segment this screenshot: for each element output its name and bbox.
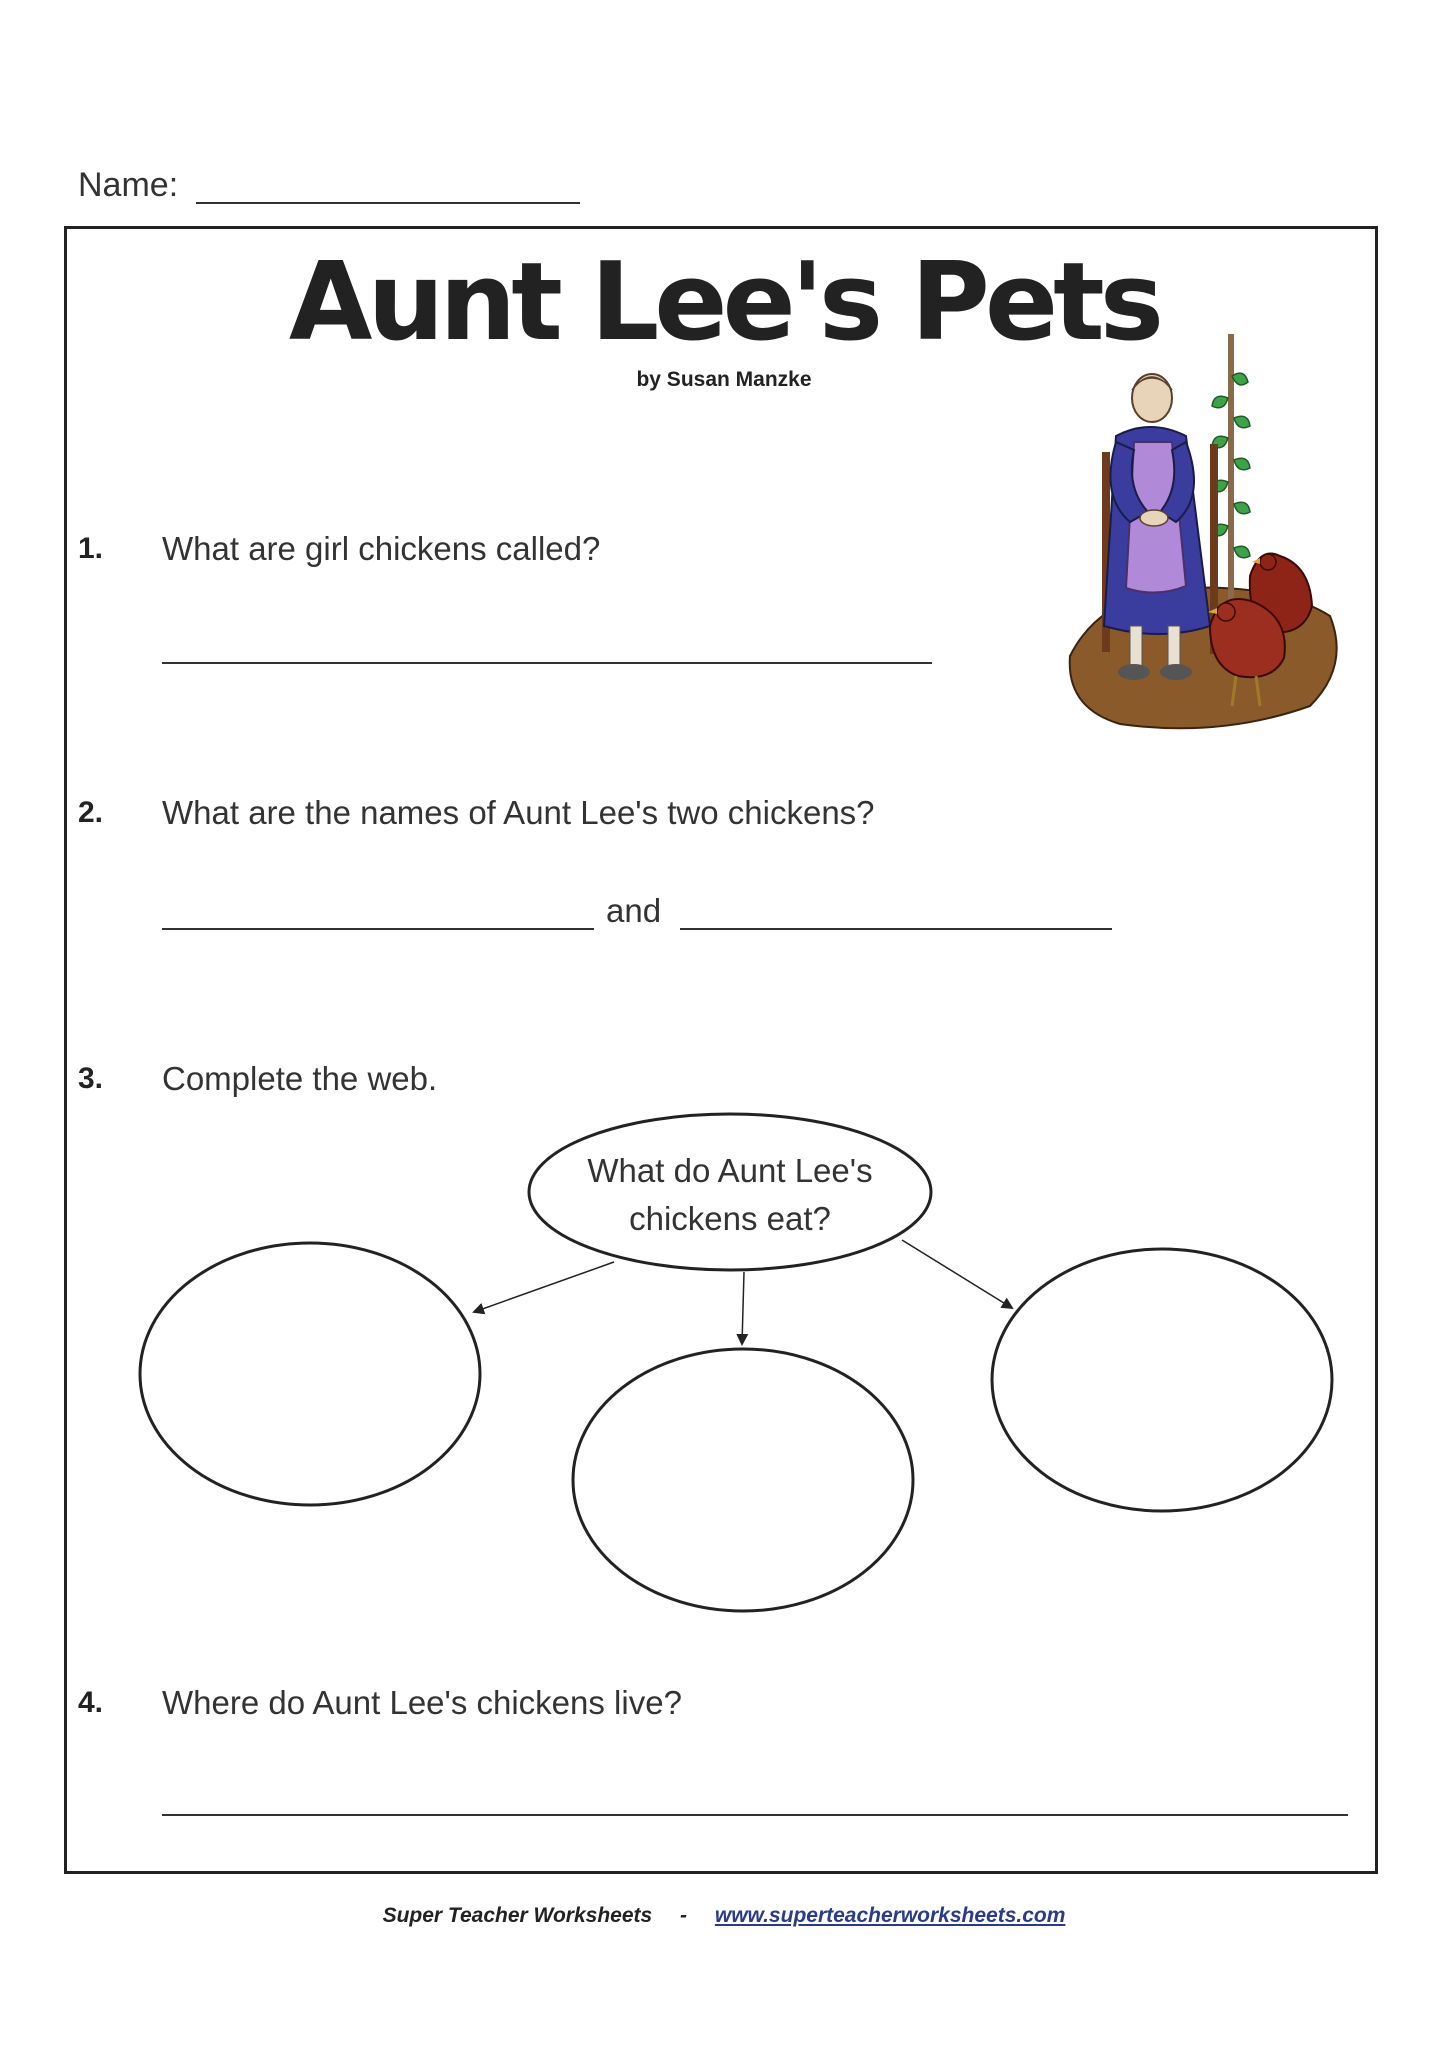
question-4-answer-line[interactable] <box>162 1814 1348 1816</box>
question-4-text: Where do Aunt Lee's chickens live? <box>162 1684 682 1721</box>
author-byline: by Susan Manzke <box>636 368 812 391</box>
question-2-connector: and <box>606 892 662 929</box>
question-4-number: 4. <box>78 1686 104 1719</box>
question-2-number: 2. <box>78 796 104 829</box>
question-3-text: Complete the web. <box>162 1060 438 1097</box>
web-center-line-1: What do Aunt Lee's <box>587 1152 873 1189</box>
web-answer-bubble-left[interactable] <box>140 1243 480 1505</box>
question-1-text: What are girl chickens called? <box>162 530 601 567</box>
footer-brand: Super Teacher Worksheets <box>382 1904 653 1927</box>
web-arrow-left <box>474 1262 614 1312</box>
footer-separator: - <box>680 1904 688 1927</box>
page-footer <box>0 1904 1448 1928</box>
web-arrow-middle <box>742 1272 744 1344</box>
web-answer-bubble-right[interactable] <box>992 1249 1332 1511</box>
worksheet-title: Aunt Lee's Pets <box>288 240 1160 365</box>
footer-website-link[interactable]: www.superteacherworksheets.com <box>714 1904 1066 1927</box>
web-answer-bubble-middle[interactable] <box>573 1349 913 1611</box>
question-3-number: 3. <box>78 1062 104 1095</box>
web-arrow-right <box>902 1240 1012 1308</box>
question-1-number: 1. <box>78 532 104 565</box>
web-center-bubble <box>529 1114 931 1270</box>
question-2-text: What are the names of Aunt Lee's two chickens? <box>162 794 875 831</box>
name-label: Name: <box>78 166 179 204</box>
web-center-line-2: chickens eat? <box>629 1200 831 1237</box>
